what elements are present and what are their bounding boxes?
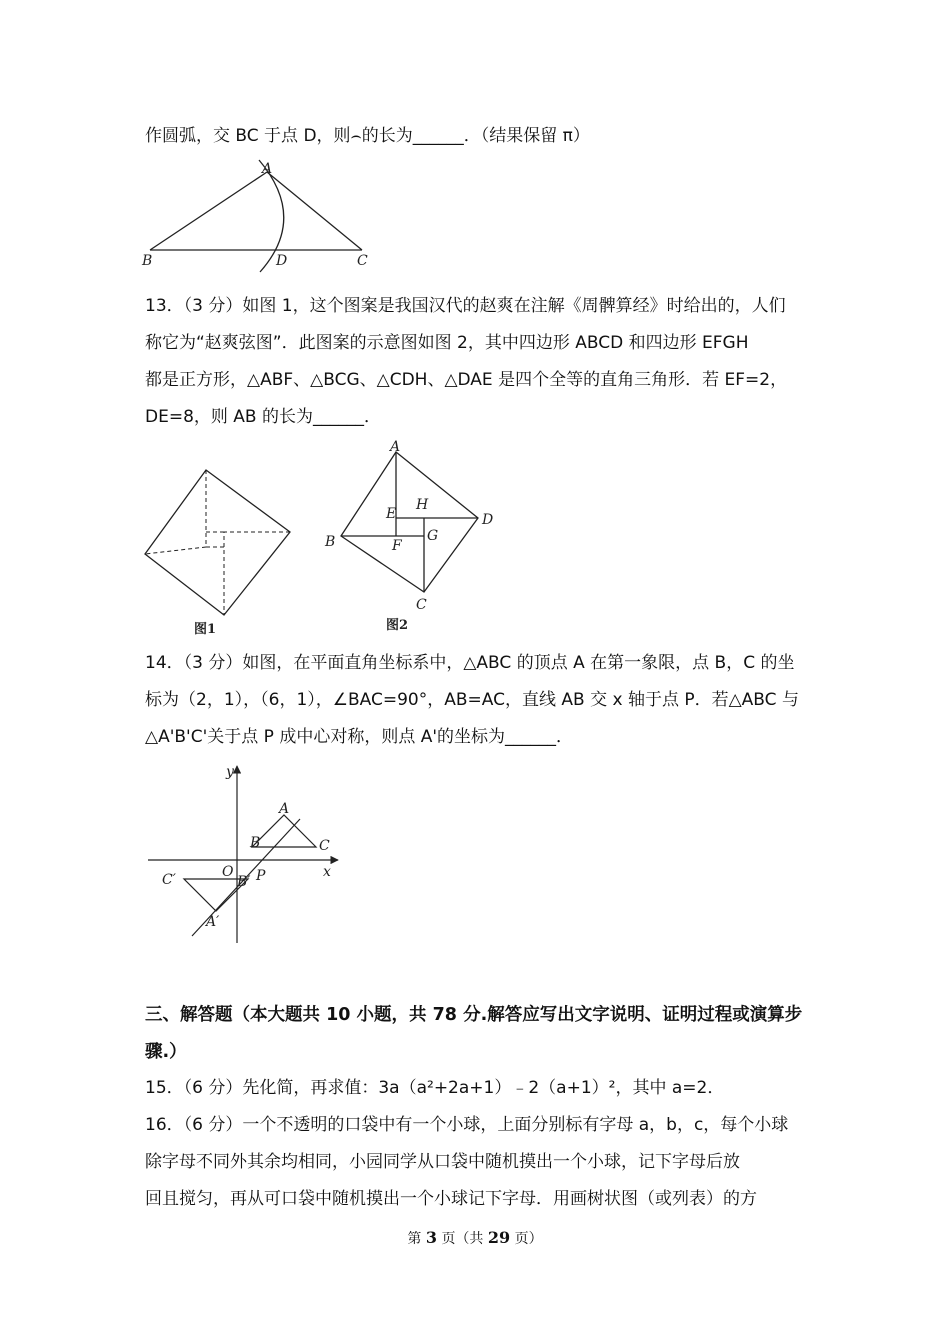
footer-middle: 页（共 xyxy=(441,1231,484,1247)
label-B: B xyxy=(142,253,153,269)
label-B-prime: B′ xyxy=(237,874,251,890)
label-x: x xyxy=(323,864,331,880)
figure-caption-1: 图1 xyxy=(194,622,217,637)
label-O: O xyxy=(222,864,234,880)
page-footer xyxy=(0,1228,950,1248)
q15-text-line1: 15．（6 分）先化简，再求值：3a（a²+2a+1）﹣2（a+1）²，其中 a=2． xyxy=(145,1078,725,1098)
figure-q13-1-zhaoshuang-pattern xyxy=(140,465,300,640)
footer-suffix: 页） xyxy=(514,1231,543,1247)
label-E: E xyxy=(386,506,397,522)
q12-text-line1: 作圆弧，交 BC 于点 D，则⌢的长为______．（结果保留 π） xyxy=(145,126,590,146)
label-B: B xyxy=(325,534,336,550)
figure-caption-2: 图2 xyxy=(386,618,409,633)
figure-q12-triangle-arc xyxy=(140,158,380,274)
section-heading-line2: 骤.） xyxy=(145,1042,187,1062)
q14-text-line3: △A'B'C'关于点 P 成中心对称，则点 A'的坐标为______． xyxy=(145,727,574,747)
footer-total-pages: 29 xyxy=(487,1228,511,1247)
label-B: B xyxy=(250,835,261,851)
label-D: D xyxy=(276,253,288,269)
figure-q14-coordinate-plane xyxy=(140,758,350,948)
label-C: C xyxy=(416,597,427,613)
section-heading-line1: 三、解答题（本大题共 10 小题，共 78 分.解答应写出文字说明、证明过程或演算步 xyxy=(145,1005,803,1025)
q14-text-line2: 标为（2，1），（6，1），∠BAC=90°，AB=AC，直线 AB 交 x 轴于点 P．若△ABC 与 xyxy=(145,690,799,710)
label-C-prime: C′ xyxy=(162,872,176,888)
q13-text-line4: DE=8，则 AB 的长为______． xyxy=(145,407,381,427)
label-C: C xyxy=(357,253,368,269)
label-D: D xyxy=(482,512,494,528)
q16-text-line1: 16．（6 分）一个不透明的口袋中有一个小球，上面分别标有字母 a，b，c，每个小球 xyxy=(145,1115,789,1135)
q13-text-line1: 13．（3 分）如图 1，这个图案是我国汉代的赵爽在注解《周髀算经》时给出的，人们 xyxy=(145,296,786,316)
footer-prefix: 第 xyxy=(407,1231,422,1247)
q16-text-line3: 回且搅匀，再从可口袋中随机摸出一个小球记下字母．用画树状图（或列表）的方 xyxy=(145,1189,757,1209)
label-H: H xyxy=(416,497,429,513)
label-y: y xyxy=(226,764,234,780)
label-A: A xyxy=(279,801,290,817)
label-A: A xyxy=(390,440,401,455)
label-G: G xyxy=(427,528,439,544)
q13-text-line3: 都是正方形，△ABF、△BCG、△CDH、△DAE 是四个全等的直角三角形．若 EF=2， xyxy=(145,370,788,390)
label-P: P xyxy=(256,868,266,884)
label-F: F xyxy=(392,538,402,554)
q13-text-line2: 称它为“赵爽弦图”．此图案的示意图如图 2，其中四边形 ABCD 和四边形 EFGH xyxy=(145,333,749,353)
label-A-prime: A′ xyxy=(206,914,220,930)
figure-q13-2-square-diagram xyxy=(320,440,510,640)
q14-text-line1: 14．（3 分）如图，在平面直角坐标系中，△ABC 的顶点 A 在第一象限，点 B，C 的坐 xyxy=(145,653,795,673)
q16-text-line2: 除字母不同外其余均相同，小园同学从口袋中随机摸出一个小球，记下字母后放 xyxy=(145,1152,740,1172)
footer-page-number: 3 xyxy=(425,1228,437,1247)
label-A: A xyxy=(262,161,273,177)
label-C: C xyxy=(319,838,330,854)
